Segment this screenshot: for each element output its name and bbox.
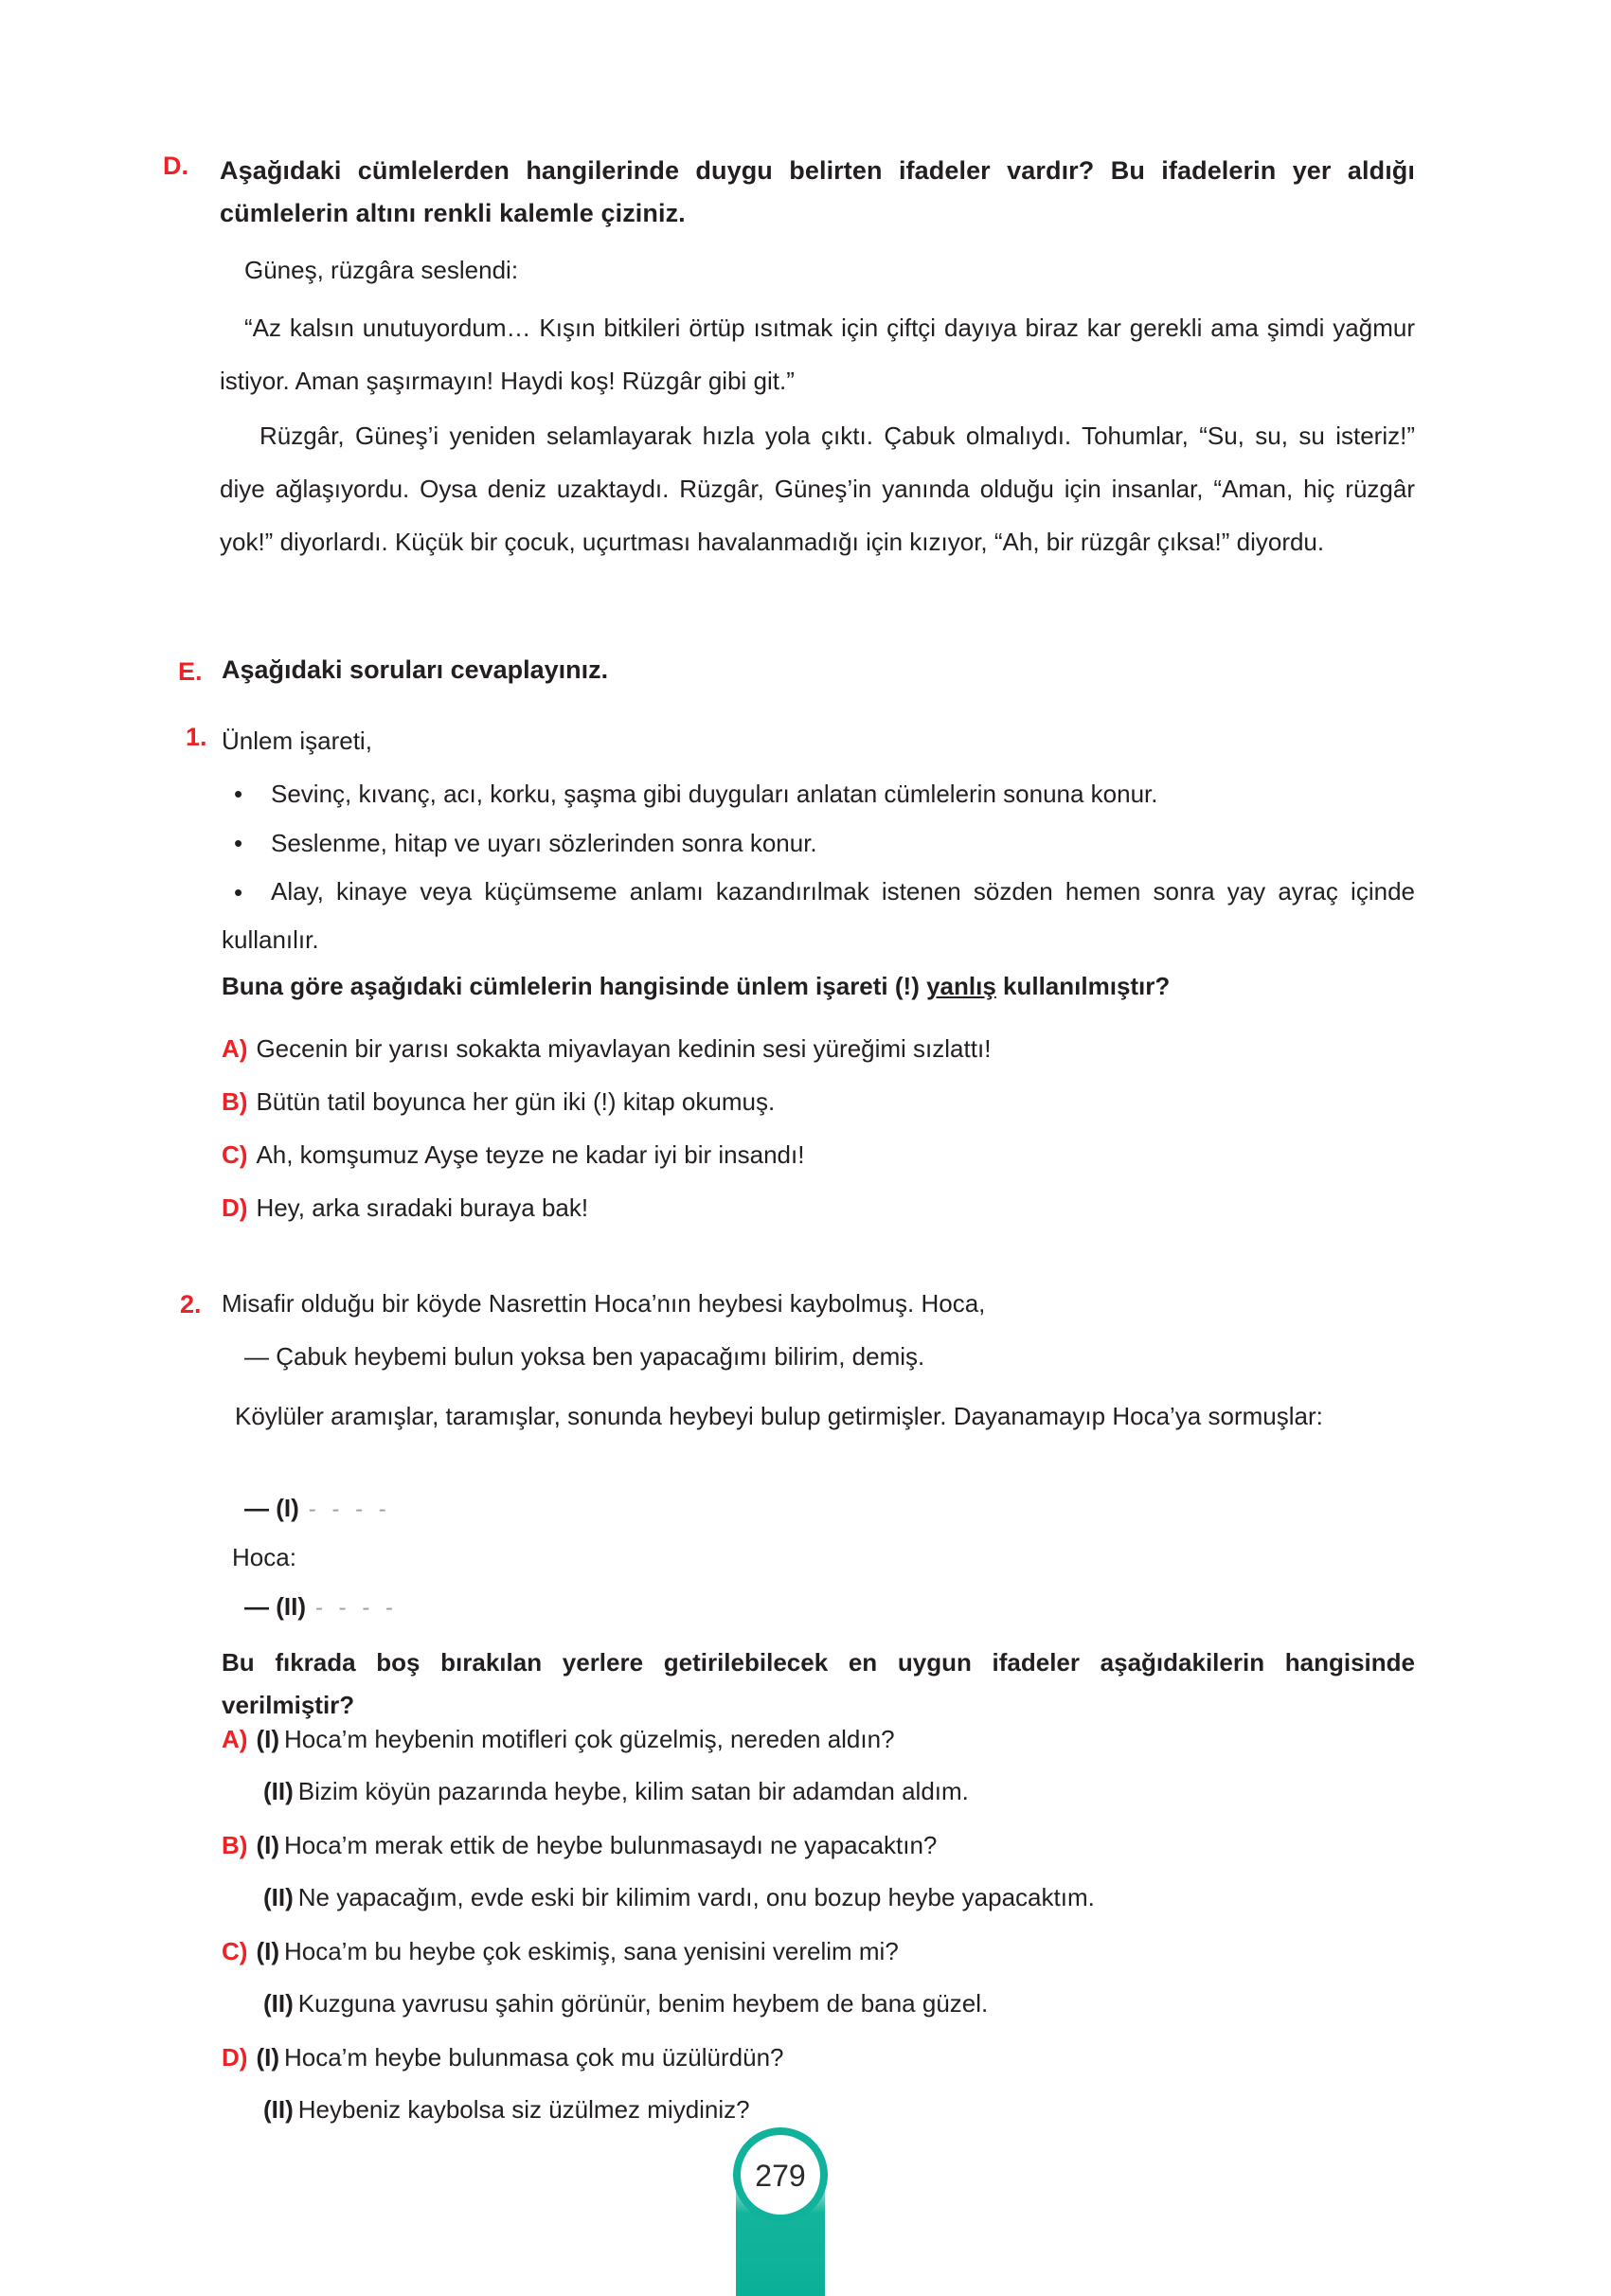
question-2-speaker-label: Hoca:	[232, 1543, 296, 1571]
section-d-title: Aşağıdaki cümlelerden hangilerinde duygu belirten ifadeler vardır? Bu ifadelerin yer aldığı cümlelerin altını renkli kalemle çiziniz.	[220, 156, 1415, 227]
option-text-1: Hoca’m merak ettik de heybe bulunmasaydı ne yapacaktın?	[283, 1831, 938, 1859]
option-subline	[263, 2092, 1443, 2126]
option-letter: B)	[222, 1831, 248, 1859]
option-roman-2: (II)	[263, 1989, 294, 2018]
option-letter: D)	[222, 2043, 248, 2072]
option-text: Ah, komşumuz Ayşe teyze ne kadar iyi bir insandı!	[256, 1140, 805, 1169]
bullet-dot-icon: •	[234, 878, 243, 906]
list-item	[222, 868, 1415, 964]
question-1-option-b[interactable]	[222, 1085, 1415, 1119]
option-roman-2: (II)	[263, 1883, 294, 1911]
option-text: Gecenin bir yarısı sokakta miyavlayan kedinin sesi yüreğimi sızlattı!	[256, 1034, 992, 1063]
option-roman-1: (I)	[256, 1831, 279, 1859]
question-1-bullet-list	[222, 769, 1415, 964]
option-letter: C)	[222, 1937, 248, 1965]
option-letter: A)	[222, 1725, 248, 1753]
question-2-number: 2.	[180, 1290, 202, 1318]
question-1-option-d[interactable]	[222, 1191, 1415, 1225]
question-1-option-c[interactable]	[222, 1138, 1415, 1172]
option-text-1: Hoca’m bu heybe çok eskimiş, sana yenisini verelim mi?	[283, 1937, 899, 1965]
question-1-option-a[interactable]	[222, 1031, 1415, 1066]
option-text-1: Hoca’m heybe bulunmasa çok mu üzülürdün?	[283, 2043, 784, 2072]
question-2-blank-two	[244, 1592, 398, 1622]
section-d-paragraph-2: “Az kalsın unutuyordum… Kışın bitkileri örtüp ısıtmak için çiftçi dayıya biraz kar gerekli ama şimdi yağmur istiyor. Aman şaşırmayın! Haydi koş! Rüzgâr gibi git.”	[220, 314, 1415, 395]
list-item	[222, 769, 1415, 818]
blank-dashes: - - - -	[315, 1595, 398, 1621]
bullet-dot-icon: •	[234, 829, 243, 857]
option-subline	[263, 1986, 1443, 2020]
option-subline	[263, 1774, 1443, 1808]
section-d-marker: D.	[163, 152, 188, 180]
option-roman-2: (II)	[263, 1777, 294, 1805]
option-letter: C)	[222, 1140, 248, 1169]
em-dash-icon: —	[244, 1494, 269, 1522]
option-subline	[263, 1880, 1443, 1914]
em-dash-icon: —	[244, 1592, 269, 1621]
page-number: 279	[755, 2159, 806, 2193]
option-roman-2: (II)	[263, 2095, 294, 2124]
list-item-label: Seslenme, hitap ve uyarı sözlerinden sonra konur.	[271, 829, 817, 857]
option-roman-1: (I)	[256, 2043, 279, 2072]
question-1-prompt-underlined: yanlış	[926, 972, 996, 1000]
question-1-stem: Ünlem işareti,	[222, 726, 372, 755]
list-item-label: Sevinç, kıvanç, acı, korku, şaşma gibi duyguları anlatan cümlelerin sonuna konur.	[271, 780, 1158, 808]
option-text-2: Kuzguna yavrusu şahin görünür, benim heybem de bana güzel.	[297, 1989, 989, 2018]
question-2-option-d[interactable]	[222, 2040, 1443, 2126]
list-item-label: Alay, kinaye veya küçümseme anlamı kazandırılmak istenen sözden hemen sonra yay ayraç içinde kullanılır.	[222, 877, 1415, 954]
question-2-paragraph: Köylüler aramışlar, taramışlar, sonunda heybeyi bulup getirmişler. Dayanamayıp Hoca’ya sormuşlar:	[235, 1402, 1323, 1430]
question-2-dialogue-line: — Çabuk heybemi bulun yoksa ben yapacağımı bilirim, demiş.	[244, 1342, 925, 1371]
option-text: Bütün tatil boyunca her gün iki (!) kitap okumuş.	[256, 1087, 776, 1116]
question-1-prompt-post: kullanılmıştır?	[995, 972, 1171, 1000]
section-e-marker: E.	[178, 657, 203, 686]
question-2-option-a[interactable]	[222, 1722, 1443, 1808]
section-d-paragraph-1: Güneş, rüzgâra seslendi:	[244, 256, 519, 284]
option-letter: B)	[222, 1087, 248, 1116]
roman-numeral-label: (II)	[276, 1592, 306, 1621]
option-letter: D)	[222, 1193, 248, 1222]
bullet-dot-icon: •	[234, 780, 243, 808]
blank-dashes: - - - -	[308, 1497, 391, 1522]
question-2-prompt: Bu fıkrada boş bırakılan yerlere getirilebilecek en uygun ifadeler aşağıdakilerin hangisinde verilmiştir?	[222, 1648, 1415, 1719]
list-item	[222, 818, 1415, 868]
option-roman-1: (I)	[256, 1937, 279, 1965]
question-1-number: 1.	[186, 723, 207, 751]
page-number-badge	[736, 2130, 825, 2296]
option-text-2: Heybeniz kaybolsa siz üzülmez miydiniz?	[297, 2095, 750, 2124]
option-roman-1: (I)	[256, 1725, 279, 1753]
option-text-2: Bizim köyün pazarında heybe, kilim satan bir adamdan aldım.	[297, 1777, 969, 1805]
question-1-prompt-pre: Buna göre aşağıdaki cümlelerin hangisinde ünlem işareti (!)	[222, 972, 927, 1000]
question-2-blank-one	[244, 1494, 391, 1523]
section-d-paragraph-3: Rüzgâr, Güneş’i yeniden selamlayarak hızla yola çıktı. Çabuk olmalıydı. Tohumlar, “Su, su, su isteriz!” diye ağlaşıyordu. Oysa deniz uzaktaydı. Rüzgâr, Güneş’in yanında olduğu için insanlar, “Aman, hiç rüzgâr yok!” diyorlardı. Küçük bir çocuk, uçurtması havalanmadığı için kızıyor, “Ah, bir rüzgâr çıksa!” diyordu.	[220, 422, 1415, 556]
option-text-2: Ne yapacağım, evde eski bir kilimim vardı, onu bozup heybe yapacaktım.	[297, 1883, 1095, 1911]
section-e-title: Aşağıdaki soruları cevaplayınız.	[222, 655, 609, 684]
option-letter: A)	[222, 1034, 248, 1063]
question-2-intro-line: Misafir olduğu bir köyde Nasrettin Hoca’nın heybesi kaybolmuş. Hoca,	[222, 1289, 986, 1318]
question-1-prompt	[222, 972, 1415, 1001]
question-2-option-c[interactable]	[222, 1934, 1443, 2020]
option-text-1: Hoca’m heybenin motifleri çok güzelmiş, nereden aldın?	[283, 1725, 895, 1753]
question-2-option-b[interactable]	[222, 1828, 1443, 1914]
roman-numeral-label: (I)	[276, 1494, 299, 1522]
option-text: Hey, arka sıradaki buraya bak!	[256, 1193, 589, 1222]
